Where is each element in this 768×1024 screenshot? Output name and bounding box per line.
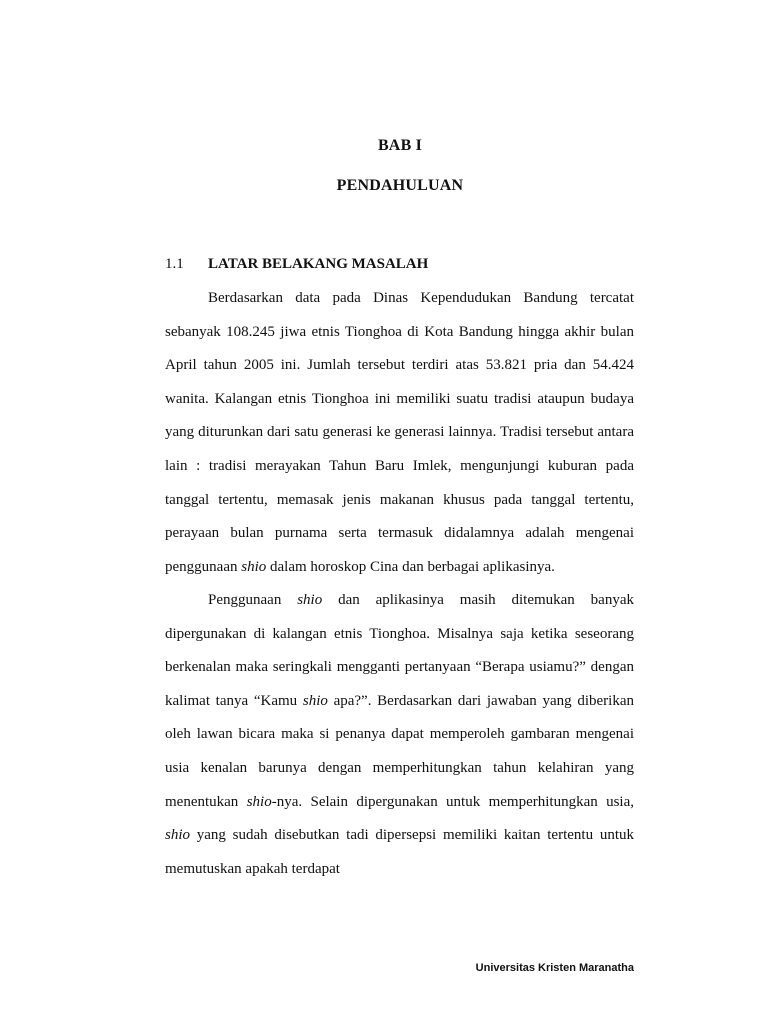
p2-text-d: -nya. Selain dipergunakan untuk memperhitungkan usia, <box>271 793 635 810</box>
p2-text-a: Penggunaan <box>208 592 298 608</box>
p2-term-shio-1: shio <box>297 592 323 608</box>
p2-term-shio-4: shio <box>165 827 191 844</box>
chapter-title: PENDAHULUAN <box>336 177 464 194</box>
p1-text-a: Berdasarkan data pada Dinas Kependudukan Bandung tercatat sebanyak 108.245 jiwa etnis Tionghoa di Kota Bandung hingga akhir bulan April tahun 2005 ini. Jumlah tersebut terdiri atas 53.821 pria dan 54.424 wanita. Kalangan etnis Tionghoa ini memiliki suatu tradisi ataupun budaya yang diturunkan dari satu generasi ke generasi lainnya. Tradisi tersebut antara lain : tradisi merayakan Tahun Baru Imlek, mengunjungi kuburan pada tanggal tertentu, memasak jenis makanan khusus pada tanggal tertentu, perayaan bulan purnama serta termasuk didalamnya adalah mengenai penggunaan <box>165 290 634 575</box>
p1-text-b: dalam horoskop Cina dan berbagai aplikasinya. <box>266 558 555 575</box>
p2-text-c: apa?”. Berdasarkan dari jawaban yang diberikan oleh lawan bicara maka si penanya dapat memperoleh gambaran mengenai usia kenalan barunya dengan memperhitungkan tahun kelahiran yang menentukan <box>165 692 634 810</box>
paragraph-2-text <box>165 584 634 886</box>
paragraph-1 <box>165 282 634 584</box>
p1-term-shio: shio <box>241 558 267 575</box>
footer-institution: Universitas Kristen Maranatha <box>475 962 634 974</box>
p2-term-shio-2: shio <box>302 692 328 709</box>
p2-term-shio-3: shio <box>246 793 272 810</box>
p2-text-e: yang sudah disebutkan tadi dipersepsi memiliki kaitan tertentu untuk memutuskan apakah terdapat <box>165 827 634 877</box>
section-number: 1.1 <box>165 256 184 272</box>
chapter-number: BAB I <box>377 137 423 154</box>
p2-text-b: dan aplikasinya masih ditemukan banyak dipergunakan di kalangan etnis Tionghoa. Misalnya saja ketika seseorang berkenalan maka seringkali mengganti pertanyaan “Berapa usiamu?” dengan kalimat tanya “Kamu <box>165 592 634 709</box>
section-title: LATAR BELAKANG MASALAH <box>208 256 429 272</box>
paragraph-2 <box>165 584 634 886</box>
paragraph-1-text <box>165 282 634 584</box>
